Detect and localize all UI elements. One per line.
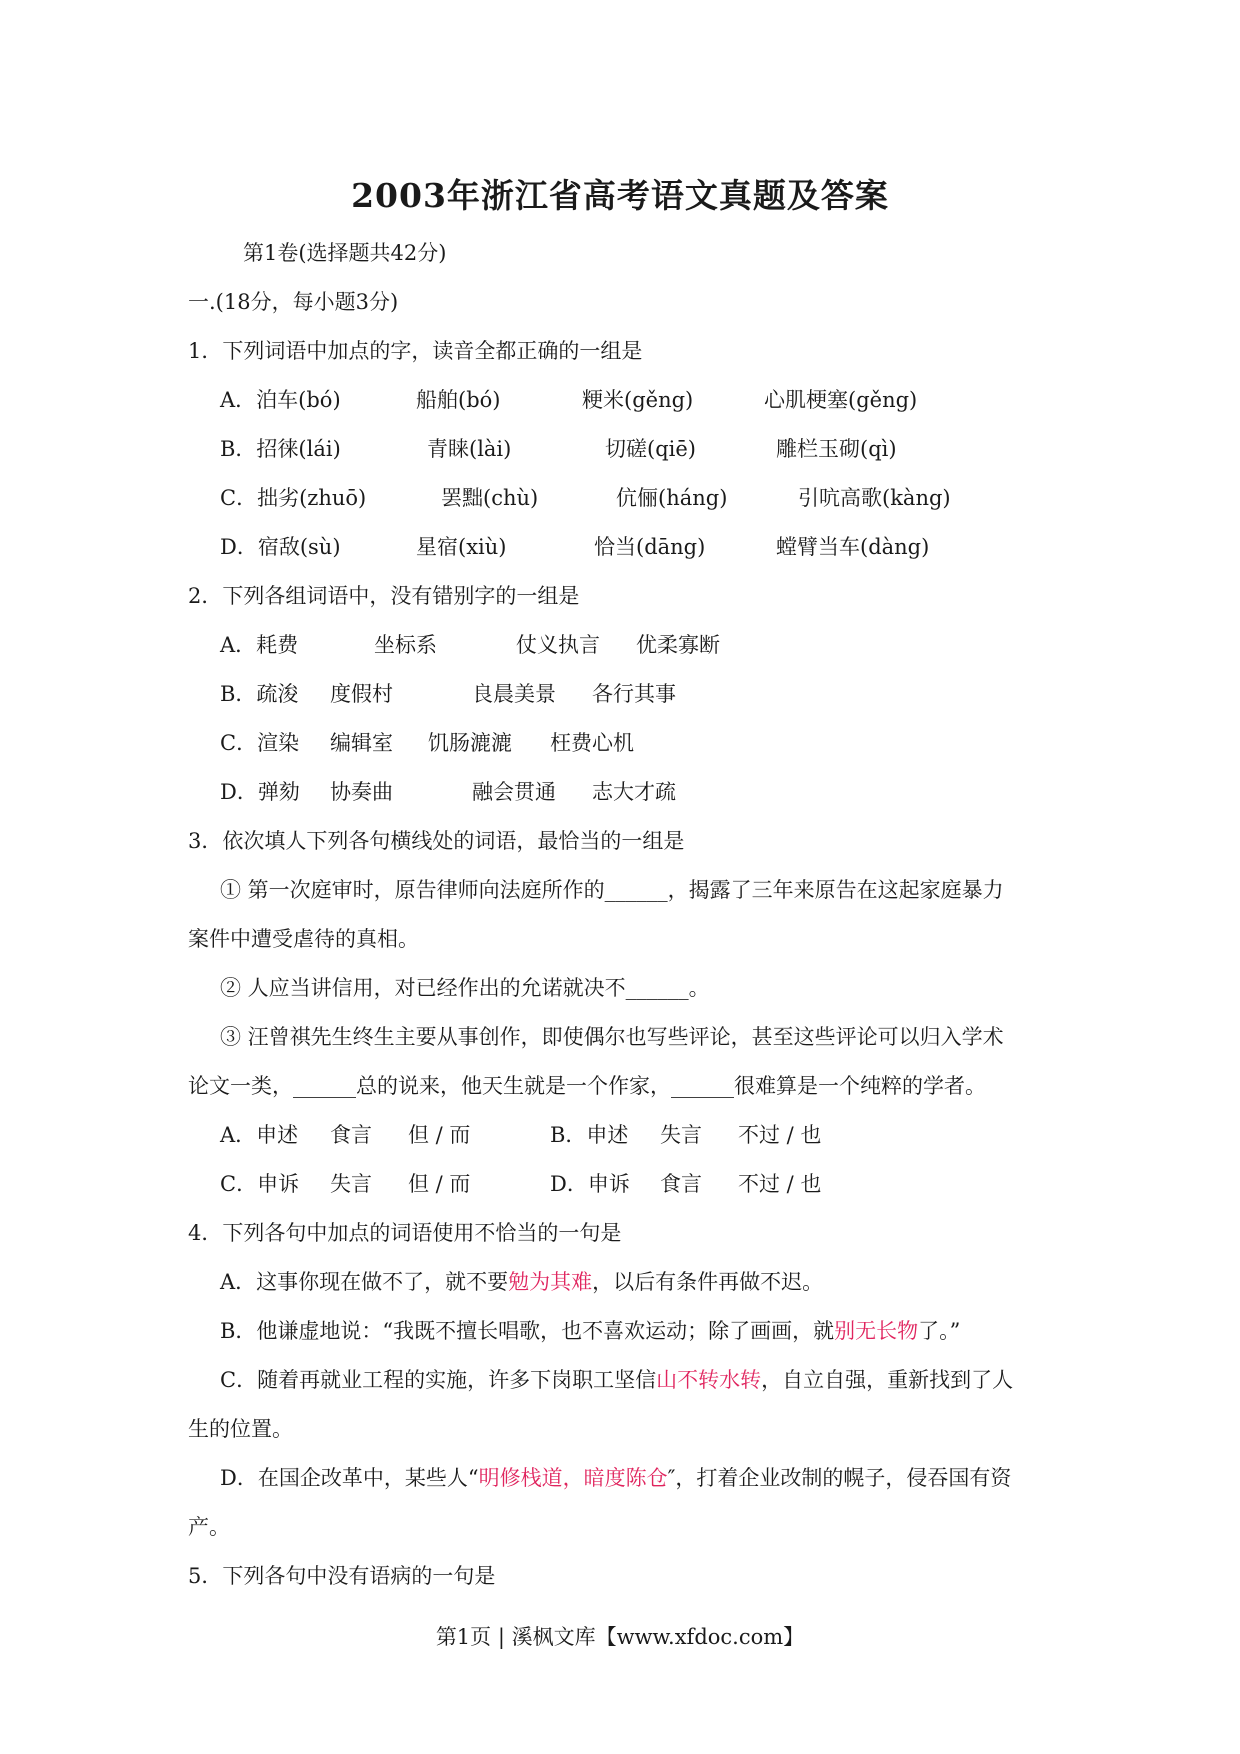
q4-a-highlight: 勉为其难 (508, 1270, 593, 1294)
q2-c-word-1: C．渲染 (220, 731, 300, 755)
q4-b-text-after: 了。” (918, 1319, 961, 1343)
q2-c-word-2: 编辑室 (330, 731, 393, 755)
q2-b-word-1: B．疏浚 (220, 682, 299, 706)
q1-d-word-3: 恰当(dāng) (594, 535, 706, 559)
q2-a-word-3: 仗义执言 (516, 633, 600, 657)
q1-c-word-3: 伉俪(háng) (616, 486, 728, 510)
page-footer: 第1页 | 溪枫文库【www.xfdoc.com】 (435, 1625, 805, 1649)
question-5-stem: 5．下列各句中没有语病的一句是 (188, 1564, 496, 1588)
q1-b-word-3: 切磋(qiē) (605, 437, 696, 461)
q4-c-text-after: ，自立自强，重新找到了人 (761, 1368, 1014, 1392)
q2-c-word-4: 枉费心机 (550, 731, 634, 755)
q3-sentence-3-cont: 论文一类，______总的说来，他天生就是一个作家，______很难算是一个纯粹的学者。 (188, 1074, 986, 1098)
q3-d-word-3: 不过 / 也 (738, 1172, 822, 1196)
q4-option-d-cont: 产。 (188, 1515, 230, 1539)
q1-c-word-1: C．拙劣(zhuō) (220, 486, 367, 510)
q3-sentence-1-cont: 案件中遭受虐待的真相。 (188, 927, 419, 951)
q4-option-b (220, 1321, 960, 1342)
q3-sentence-1: ① 第一次庭审时，原告律师向法庭所作的______，揭露了三年来原告在这起家庭暴力 (220, 878, 1004, 902)
section-heading: 一.(18分，每小题3分) (188, 290, 399, 314)
q1-d-word-1: D．宿敌(sù) (220, 535, 341, 559)
q2-d-word-1: D．弹劾 (220, 780, 300, 804)
q1-b-word-4: 雕栏玉砌(qì) (776, 437, 897, 461)
q4-d-text-before: D．在国企改革中，某些人“ (220, 1466, 479, 1490)
q1-d-word-2: 星宿(xiù) (416, 535, 507, 559)
q2-d-word-3: 融会贯通 (472, 780, 556, 804)
q3-c-word-1: C．申诉 (220, 1172, 300, 1196)
q3-a-word-3: 但 / 而 (408, 1123, 471, 1147)
q2-a-word-2: 坐标系 (374, 633, 437, 657)
q1-d-word-4: 螳臂当车(dàng) (776, 535, 930, 559)
volume-heading: 第1卷(选择题共42分) (243, 241, 447, 265)
q3-d-word-2: 食言 (660, 1172, 702, 1196)
q3-c-word-2: 失言 (330, 1172, 372, 1196)
q4-a-text-before: A．这事你现在做不了，就不要 (220, 1270, 509, 1294)
q1-a-word-3: 粳米(gěng) (582, 388, 694, 412)
q4-c-highlight: 山不转水转 (656, 1368, 762, 1392)
q2-b-word-2: 度假村 (330, 682, 393, 706)
q2-a-word-1: A．耗费 (220, 633, 299, 657)
q4-b-text-before: B．他谦虚地说：“我既不擅长唱歌，也不喜欢运动；除了画画，就 (220, 1319, 835, 1343)
q3-b-word-3: 不过 / 也 (738, 1123, 822, 1147)
q1-a-word-4: 心肌梗塞(gěng) (764, 388, 918, 412)
q3-sentence-3: ③ 汪曾祺先生终生主要从事创作，即使偶尔也写些评论，甚至这些评论可以归入学术 (220, 1025, 1004, 1049)
q4-option-d (220, 1468, 1011, 1489)
q3-d-word-1: D．申诉 (550, 1172, 630, 1196)
q3-c-word-3: 但 / 而 (408, 1172, 471, 1196)
q1-c-word-2: 罢黜(chù) (441, 486, 539, 510)
q4-a-text-after: ，以后有条件再做不迟。 (592, 1270, 824, 1294)
q4-b-highlight: 别无长物 (834, 1319, 919, 1343)
q2-d-word-4: 志大才疏 (592, 780, 676, 804)
q1-a-word-1: A．泊车(bó) (220, 388, 341, 412)
q3-b-word-1: B．申述 (550, 1123, 629, 1147)
q1-c-word-4: 引吭高歌(kàng) (798, 486, 951, 510)
question-4-stem: 4．下列各句中加点的词语使用不恰当的一句是 (188, 1221, 622, 1245)
question-3-stem: 3．依次填人下列各句横线处的词语，最恰当的一组是 (188, 829, 685, 853)
q2-d-word-2: 协奏曲 (330, 780, 393, 804)
q4-d-highlight: 明修栈道，暗度陈仓 (478, 1466, 668, 1490)
page-title: 2003年浙江省高考语文真题及答案 (351, 176, 889, 215)
q2-a-word-4: 优柔寡断 (636, 633, 720, 657)
question-1-stem: 1．下列词语中加点的字，读音全都正确的一组是 (188, 339, 643, 363)
q2-c-word-3: 饥肠漉漉 (428, 731, 512, 755)
q3-sentence-2: ② 人应当讲信用，对已经作出的允诺就决不______。 (220, 976, 710, 1000)
q4-option-c (220, 1370, 1013, 1391)
q2-b-word-4: 各行其事 (592, 682, 676, 706)
q1-b-word-2: 青睐(lài) (427, 437, 512, 461)
q3-a-word-1: A．申述 (220, 1123, 299, 1147)
question-2-stem: 2．下列各组词语中，没有错别字的一组是 (188, 584, 580, 608)
q3-b-word-2: 失言 (660, 1123, 702, 1147)
q4-c-text-before: C．随着再就业工程的实施，许多下岗职工坚信 (220, 1368, 657, 1392)
q4-option-a (220, 1272, 823, 1293)
q3-a-word-2: 食言 (330, 1123, 372, 1147)
q4-d-text-after: ″，打着企业改制的幌子，侵吞国有资 (667, 1466, 1012, 1490)
q2-b-word-3: 良晨美景 (472, 682, 556, 706)
q4-option-c-cont: 生的位置。 (188, 1417, 293, 1441)
q1-a-word-2: 船舶(bó) (416, 388, 501, 412)
q1-b-word-1: B．招徕(lái) (220, 437, 341, 461)
